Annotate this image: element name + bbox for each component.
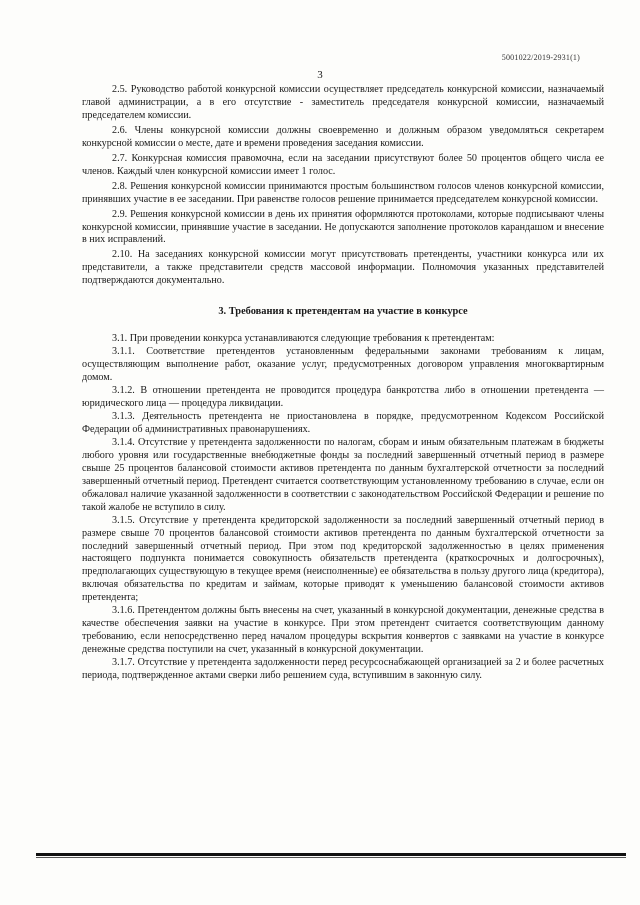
page-number: 3	[317, 69, 323, 81]
paragraph-3-1-2: 3.1.2. В отношении претендента не проводится процедура банкротства либо в отношении претендента — юридического лица — процедура ликвидации.	[82, 385, 604, 410]
scan-bottom-edge-shadow	[36, 857, 626, 858]
paragraph-2-5: 2.5. Руководство работой конкурсной комиссии осуществляет председатель конкурсной комиссии, назначаемый главой администрации, а в его отсутствие - заместитель председателя конкурсной комиссии, назначаемый председателем комиссии.	[82, 84, 604, 121]
document-id: 5001022/2019-2931(1)	[501, 53, 580, 62]
paragraph-3-1-4: 3.1.4. Отсутствие у претендента задолженности по налогам, сборам и иным обязательным платежам в бюджеты любого уровня или государственные внебюджетные фонды за последний завершенный отчетный период в размере свыше 25 процентов балансовой стоимости активов претендента по данным бухгалтерской отчетности за последний завершенный отчетный период. Претендент считается соответствующим установленному требованию в случае, если он обжаловал наличие указанной задолженности в соответствии с законодательством Российской Федерации и решение по такой жалобе не вступило в силу.	[82, 436, 604, 513]
paragraph-2-8: 2.8. Решения конкурсной комиссии принимаются простым большинством голосов членов конкурсной комиссии, принявших участие в ее заседании. При равенстве голосов решение принимается председателем конкурсной комиссии.	[82, 180, 604, 205]
paragraph-3-1: 3.1. При проведении конкурса устанавливаются следующие требования к претендентам:	[112, 333, 495, 345]
paragraph-2-9: 2.9. Решения конкурсной комиссии в день их принятия оформляются протоколами, которые подписывают члены конкурсной комиссии, принявшие участие в заседании. Не допускаются заполнение протоколов карандашом и внесение в них исправлений.	[82, 208, 604, 246]
paragraph-2-6: 2.6. Члены конкурсной комиссии должны своевременно и должным образом уведомляться секретарем конкурсной комиссии о месте, дате и времени проведения заседания комиссии.	[82, 124, 604, 149]
paragraph-3-1-3: 3.1.3. Деятельность претендента не приостановлена в порядке, предусмотренном Кодексом Российской Федерации об административных правонарушениях.	[82, 410, 604, 435]
scan-bottom-edge	[36, 853, 626, 856]
section-heading: 3. Требования к претендентам на участие в конкурсе	[218, 306, 468, 318]
document-body	[82, 84, 604, 683]
paragraph-2-7: 2.7. Конкурсная комиссия правомочна, если на заседании присутствуют более 50 процентов общего числа ее членов. Каждый член конкурсной комиссии имеет 1 голос.	[82, 152, 604, 177]
paragraph-2-10: 2.10. На заседаниях конкурсной комиссии могут присутствовать претенденты, участники конкурса или их представители, а также представители средств массовой информации. Полномочия указанных представителей подтверждаются документально.	[82, 249, 604, 287]
paragraph-3-1-5: 3.1.5. Отсутствие у претендента кредиторской задолженности за последний завершенный отчетный период в размере свыше 70 процентов балансовой стоимости активов претендента по данным бухгалтерской отчетности за последний завершенный отчетный период. При этом под кредиторской задолженностью в целях применения настоящего подпункта понимается совокупность обязательств претендента (краткосрочных и долгосрочных), предполагающих существующую в текущее время (неисполненные) ее обязательства в пользу другого лица (кредитора), включая обязательства по кредитам и займам, которые приводят к уменьшению балансовой стоимости активов претендента;	[82, 514, 604, 604]
paragraph-3-1-7: 3.1.7. Отсутствие у претендента задолженности перед ресурсоснабжающей организацией за 2 и более расчетных периода, подтвержденное актами сверки либо решением суда, вступившим в законную силу.	[82, 657, 604, 682]
paragraph-3-1-1: 3.1.1. Соответствие претендентов установленным федеральными законами требованиям к лицам, осуществляющим выполнение работ, оказание услуг, предусмотренных договором управления многоквартирным домом.	[82, 346, 604, 384]
paragraph-3-1-6: 3.1.6. Претендентом должны быть внесены на счет, указанный в конкурсной документации, денежные средства в качестве обеспечения заявки на участие в конкурсе. При этом претендент считается соответствующим данному требованию, если непосредственно перед началом процедуры вскрытия конвертов с заявками на участие в конкурсе денежные средства поступили на счет, указанный в конкурсной документации.	[82, 605, 604, 656]
